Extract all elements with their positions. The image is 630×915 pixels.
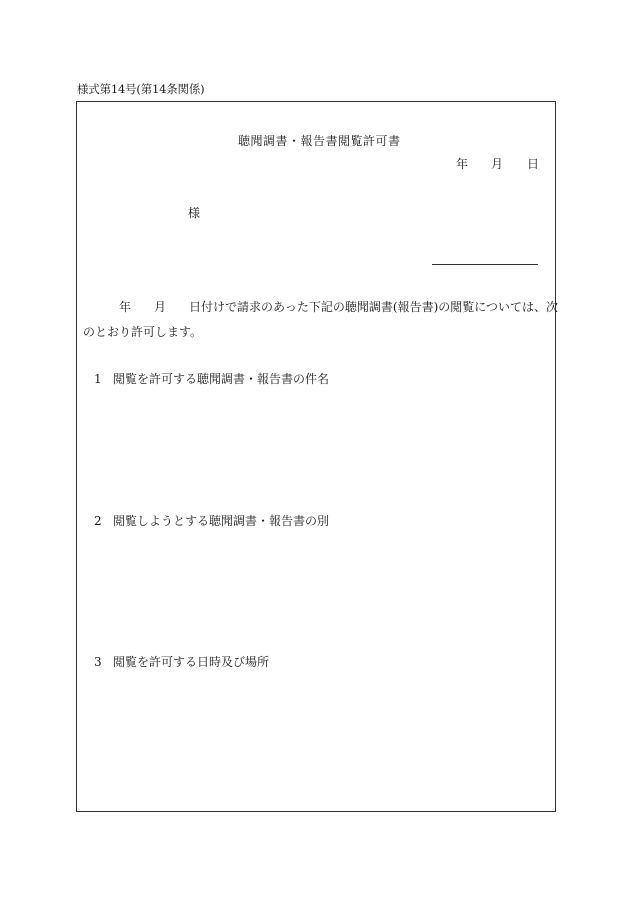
section-label: 閲覧を許可する聴聞調書・報告書の件名	[113, 372, 330, 386]
section-item	[94, 514, 329, 528]
form-number-label: 様式第14号(第14条関係)	[77, 82, 205, 96]
section-item	[94, 372, 329, 386]
section-label: 閲覧しようとする聴聞調書・報告書の別	[113, 514, 330, 528]
section-number: 1	[94, 372, 102, 386]
document-title: 聴聞調書・報告書閲覧許可書	[238, 134, 401, 148]
date-year-label: 年	[456, 157, 469, 171]
section-number: 3	[94, 655, 102, 669]
section-item	[94, 655, 269, 669]
body-year-label: 年	[119, 300, 132, 314]
date-month-label: 月	[491, 157, 504, 171]
section-label: 閲覧を許可する日時及び場所	[113, 655, 270, 669]
body-text-line-1: 日付けで請求のあった下記の聴聞調書(報告書)の閲覧については、次	[189, 300, 559, 314]
document-frame	[76, 101, 559, 812]
section-number: 2	[94, 514, 102, 528]
addressee-honorific: 様	[188, 206, 201, 220]
date-day-label: 日	[527, 157, 540, 171]
signature-line	[432, 264, 538, 265]
body-month-label: 月	[154, 300, 167, 314]
body-text-line-2: のとおり許可します。	[83, 325, 203, 339]
